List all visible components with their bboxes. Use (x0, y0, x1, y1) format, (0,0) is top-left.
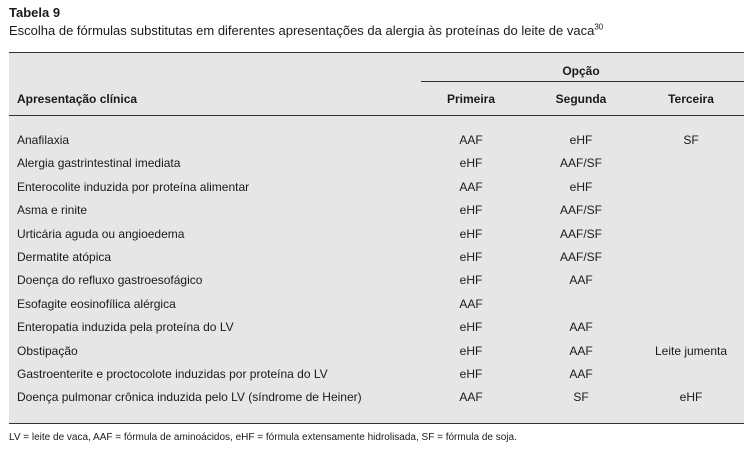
row-third-option: SF (683, 133, 699, 147)
row-presentation: Esofagite eosinofílica alérgica (17, 296, 176, 311)
top-rule (9, 52, 744, 53)
table-row (9, 297, 744, 320)
column-header-second: Segunda (555, 92, 607, 106)
row-presentation: Enterocolite induzida por proteína alimentar (17, 179, 250, 194)
row-first-option: eHF (459, 226, 483, 241)
row-third-option: eHF (679, 390, 703, 405)
row-first-option: eHF (459, 156, 483, 171)
row-presentation: Anafilaxia (17, 133, 70, 147)
table-row (9, 390, 744, 413)
table-title: Tabela 9 (9, 5, 61, 20)
row-second-option: AAF (569, 343, 593, 358)
row-second-option: AAF/SF (559, 156, 602, 171)
option-group-rule (421, 81, 744, 82)
column-header-first: Primeira (446, 92, 496, 106)
row-presentation: Obstipação (17, 343, 78, 358)
table-row (9, 133, 744, 156)
row-second-option: AAF (569, 367, 593, 381)
row-second-option: eHF (569, 133, 593, 147)
table-row (9, 367, 744, 390)
row-presentation: Dermatite atópica (17, 250, 112, 264)
row-second-option: AAF/SF (559, 203, 602, 218)
row-presentation: Doença do refluxo gastroesofágico (17, 273, 203, 288)
option-group-header: Opção (562, 64, 600, 78)
row-first-option: AAF (459, 133, 483, 147)
table-row (9, 227, 744, 250)
table-row (9, 156, 744, 179)
row-presentation: Enteropatia induzida pela proteína do LV (17, 320, 234, 335)
reference-number: 30 (594, 22, 604, 32)
table-row (9, 273, 744, 296)
table-row (9, 203, 744, 226)
table-row (9, 180, 744, 203)
table-row (9, 250, 744, 273)
table-caption (9, 23, 603, 38)
row-first-option: eHF (459, 203, 483, 218)
row-first-option: eHF (459, 343, 483, 358)
row-second-option: AAF (569, 320, 593, 335)
row-first-option: AAF (459, 179, 483, 194)
row-presentation: Urticária aguda ou angioedema (17, 226, 185, 241)
row-first-option: AAF (459, 296, 483, 311)
table-row (9, 320, 744, 343)
row-first-option: eHF (459, 367, 483, 381)
row-presentation: Doença pulmonar crônica induzida pelo LV (síndrome de Heiner) (17, 390, 362, 405)
caption-text: Escolha de fórmulas substitutas em diferentes apresentações da alergia às proteínas do leite de vaca (9, 23, 595, 38)
row-first-option: AAF (459, 390, 483, 405)
row-presentation: Asma e rinite (17, 203, 88, 218)
bottom-rule (9, 423, 744, 424)
header-rule (9, 115, 744, 116)
row-presentation: Alergia gastrintestinal imediata (17, 156, 181, 171)
row-second-option: SF (573, 390, 589, 405)
table-row (9, 344, 744, 367)
column-header-third: Terceira (668, 92, 714, 106)
row-first-option: eHF (459, 273, 483, 288)
row-first-option: eHF (459, 320, 483, 335)
row-first-option: eHF (459, 250, 483, 264)
column-header-presentation: Apresentação clínica (17, 92, 138, 106)
row-second-option: AAF/SF (559, 250, 602, 264)
table-footnote: LV = leite de vaca, AAF = fórmula de aminoácidos, eHF = fórmula extensamente hidrolisada, SF = fórmula de soja. (9, 432, 517, 443)
row-second-option: AAF (569, 273, 593, 288)
row-presentation: Gastroenterite e proctocolote induzidas por proteína do LV (17, 367, 328, 381)
row-third-option: Leite jumenta (654, 343, 728, 358)
row-second-option: AAF/SF (559, 226, 602, 241)
row-second-option: eHF (569, 179, 593, 194)
data-table (9, 52, 744, 424)
